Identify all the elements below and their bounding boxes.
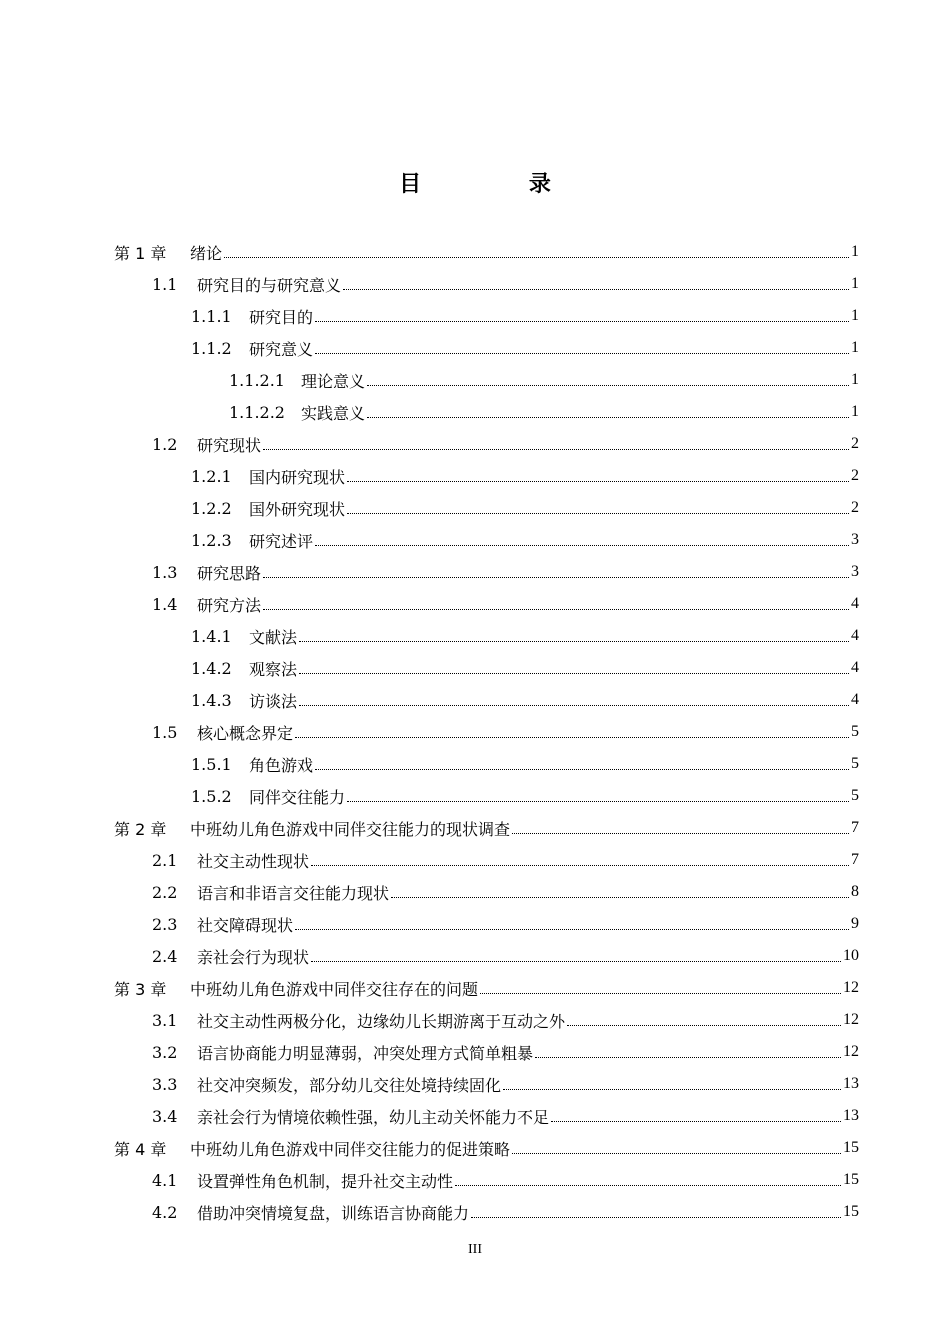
toc-dot-leader [295,723,849,738]
toc-entry-label: 研究现状 [197,435,262,455]
toc-entry-number: 1.4.3 [191,690,232,710]
toc-entry-number: 4.2 [152,1202,178,1222]
toc-entry[interactable] [0,268,950,300]
toc-entry-page: 2 [851,499,859,516]
toc-dot-leader [367,403,849,418]
toc-dot-leader [512,1139,841,1154]
toc-dot-leader [315,531,849,546]
toc-entry-label: 研究思路 [197,563,262,583]
toc-entry-label: 同伴交往能力 [249,787,346,807]
toc-entry-page: 4 [851,627,859,644]
toc-entry-label: 理论意义 [301,371,366,391]
toc-dot-leader [315,339,849,354]
toc-entry-label: 社交主动性两极分化，边缘幼儿长期游离于互动之外 [197,1011,566,1031]
toc-dot-leader [480,979,841,994]
toc-dot-leader [455,1171,841,1186]
toc-dot-leader [299,659,849,674]
toc-dot-leader [347,467,849,482]
toc-dot-leader [512,819,849,834]
toc-entry-number: 1.2.3 [191,530,232,550]
toc-entry-label: 语言协商能力明显薄弱，冲突处理方式简单粗暴 [197,1043,534,1063]
toc-entry-label: 研究目的与研究意义 [197,275,342,295]
toc-entry[interactable] [0,620,950,652]
toc-entry-label: 借助冲突情境复盘，训练语言协商能力 [197,1203,470,1223]
toc-entry-label: 国内研究现状 [249,467,346,487]
toc-entry-label: 社交冲突频发，部分幼儿交往处境持续固化 [197,1075,502,1095]
toc-entry-number: 第 2 章 [114,819,167,839]
toc-entry[interactable] [0,364,950,396]
toc-entry-number: 3.4 [152,1106,178,1126]
toc-dot-leader [311,947,841,962]
toc-entry-number: 1.1.1 [191,306,232,326]
toc-entry[interactable] [0,652,950,684]
toc-entry[interactable] [0,684,950,716]
toc-entry-page: 2 [851,467,859,484]
toc-entry-number: 第 3 章 [114,979,167,999]
toc-entry-page: 1 [851,307,859,324]
toc-entry-number: 1.4.2 [191,658,232,678]
toc-entry-number: 1.4.1 [191,626,232,646]
toc-entry-label: 研究方法 [197,595,262,615]
toc-entry-label: 访谈法 [249,691,298,711]
toc-entry-label: 亲社会行为现状 [197,947,310,967]
toc-dot-leader [299,691,849,706]
toc-dot-leader [535,1043,841,1058]
toc-entry-number: 1.1 [152,274,178,294]
toc-entry[interactable] [0,1100,950,1132]
toc-entry[interactable] [0,1036,950,1068]
toc-dot-leader [263,595,849,610]
toc-entry[interactable] [0,748,950,780]
toc-entry-page: 12 [843,979,859,996]
toc-dot-leader [315,755,849,770]
toc-dot-leader [367,371,849,386]
toc-entry-page: 8 [851,883,859,900]
toc-entry-page: 10 [843,947,859,964]
toc-entry-number: 1.1.2.1 [229,370,285,390]
toc-entry-number: 1.5 [152,722,178,742]
toc-entry-number: 3.1 [152,1010,178,1030]
toc-entry-number: 2.3 [152,914,178,934]
toc-entry-label: 文献法 [249,627,298,647]
page-number: III [468,1242,482,1257]
toc-entry-label: 研究述评 [249,531,314,551]
toc-entry-number: 1.2 [152,434,178,454]
toc-entry[interactable] [0,1164,950,1196]
toc-entry-page: 13 [843,1107,859,1124]
toc-entry-page: 4 [851,691,859,708]
toc-entry[interactable] [0,1196,950,1228]
toc-entry-number: 1.2.2 [191,498,232,518]
toc-entry[interactable] [0,556,950,588]
toc-entry-label: 实践意义 [301,403,366,423]
toc-entry-number: 第 4 章 [114,1139,167,1159]
toc-entry-label: 国外研究现状 [249,499,346,519]
toc-entry[interactable] [0,940,950,972]
toc-entry-page: 3 [851,531,859,548]
toc-entry-label: 设置弹性角色机制，提升社交主动性 [197,1171,454,1191]
toc-entry-number: 2.1 [152,850,178,870]
toc-entry[interactable] [0,492,950,524]
toc-dot-leader [347,499,849,514]
toc-entry-number: 1.5.2 [191,786,232,806]
toc-entry[interactable] [0,396,950,428]
toc-entry-label: 研究目的 [249,307,314,327]
toc-entry[interactable] [0,1004,950,1036]
toc-dot-leader [551,1107,841,1122]
toc-entry-label: 核心概念界定 [197,723,294,743]
toc-entry[interactable] [0,1068,950,1100]
toc-entry[interactable] [0,588,950,620]
toc-dot-leader [311,851,849,866]
toc-entry-page: 3 [851,563,859,580]
toc-entry[interactable] [0,1132,950,1164]
toc-entry-label: 社交主动性现状 [197,851,310,871]
toc-entry-page: 5 [851,755,859,772]
toc-entry[interactable] [0,236,950,268]
table-of-contents [0,236,950,1228]
toc-entry-label: 观察法 [249,659,298,679]
toc-dot-leader [224,243,849,258]
toc-entry-page: 12 [843,1043,859,1060]
toc-entry-page: 1 [851,371,859,388]
toc-dot-leader [347,787,849,802]
toc-entry-number: 1.3 [152,562,178,582]
toc-entry-number: 1.4 [152,594,178,614]
toc-entry-label: 中班幼儿角色游戏中同伴交往存在的问题 [190,979,479,999]
toc-entry-number: 2.4 [152,946,178,966]
page-title: 目 录 [399,172,601,197]
toc-entry-number: 1.2.1 [191,466,232,486]
toc-entry[interactable] [0,812,950,844]
toc-entry-page: 7 [851,819,859,836]
toc-entry-page: 1 [851,339,859,356]
toc-entry[interactable] [0,876,950,908]
toc-dot-leader [299,627,849,642]
toc-entry[interactable] [0,524,950,556]
toc-entry-number: 1.1.2 [191,338,232,358]
toc-entry[interactable] [0,428,950,460]
toc-dot-leader [263,563,849,578]
toc-entry-page: 1 [851,403,859,420]
toc-entry-page: 5 [851,723,859,740]
toc-entry-number: 3.3 [152,1074,178,1094]
toc-entry-label: 亲社会行为情境依赖性强，幼儿主动关怀能力不足 [197,1107,550,1127]
toc-dot-leader [295,915,849,930]
toc-entry-number: 2.2 [152,882,178,902]
toc-entry-page: 1 [851,275,859,292]
toc-dot-leader [263,435,849,450]
toc-entry-number: 1.5.1 [191,754,232,774]
toc-dot-leader [471,1203,841,1218]
toc-entry-label: 社交障碍现状 [197,915,294,935]
toc-entry-page: 4 [851,595,859,612]
toc-entry[interactable] [0,332,950,364]
toc-entry-label: 绪论 [190,243,223,263]
toc-entry-number: 1.1.2.2 [229,402,285,422]
toc-dot-leader [503,1075,841,1090]
toc-entry-label: 研究意义 [249,339,314,359]
toc-entry[interactable] [0,908,950,940]
toc-dot-leader [391,883,849,898]
toc-entry-page: 9 [851,915,859,932]
toc-entry-page: 1 [851,243,859,260]
toc-entry[interactable] [0,844,950,876]
toc-entry-page: 13 [843,1075,859,1092]
toc-dot-leader [315,307,849,322]
toc-entry[interactable] [0,460,950,492]
toc-entry[interactable] [0,780,950,812]
toc-entry-page: 7 [851,851,859,868]
toc-entry-label: 中班幼儿角色游戏中同伴交往能力的现状调查 [190,819,511,839]
toc-entry-label: 语言和非语言交往能力现状 [197,883,390,903]
toc-entry-label: 角色游戏 [249,755,314,775]
toc-entry[interactable] [0,716,950,748]
toc-entry-page: 2 [851,435,859,452]
toc-entry-number: 第 1 章 [114,243,167,263]
toc-dot-leader [343,275,849,290]
toc-entry-number: 4.1 [152,1170,178,1190]
toc-entry-page: 15 [843,1139,859,1156]
toc-entry-page: 5 [851,787,859,804]
toc-entry-page: 15 [843,1203,859,1220]
toc-entry-label: 中班幼儿角色游戏中同伴交往能力的促进策略 [190,1139,511,1159]
toc-entry-page: 12 [843,1011,859,1028]
toc-entry[interactable] [0,972,950,1004]
toc-dot-leader [567,1011,841,1026]
toc-entry-page: 15 [843,1171,859,1188]
toc-entry[interactable] [0,300,950,332]
toc-entry-number: 3.2 [152,1042,178,1062]
toc-entry-page: 4 [851,659,859,676]
